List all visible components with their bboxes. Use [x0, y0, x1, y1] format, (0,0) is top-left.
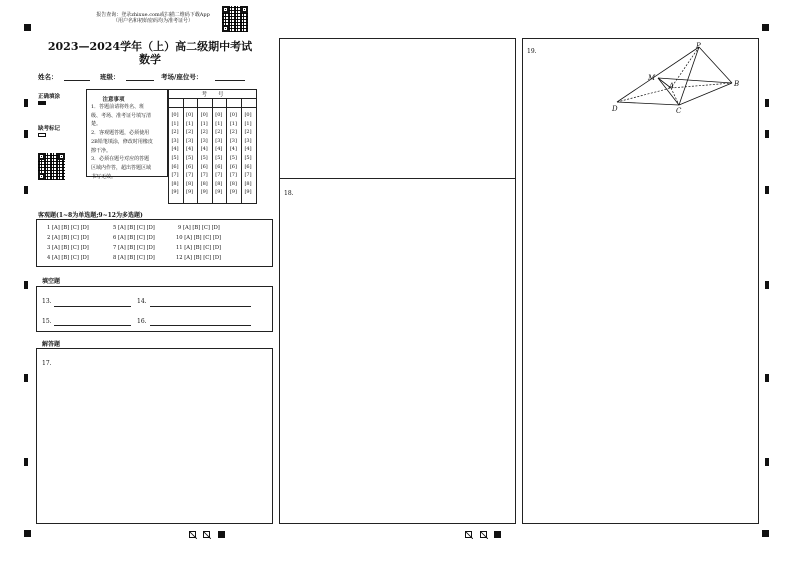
note-line: 2B铅笔填涂，修改时用橡皮 [91, 138, 153, 145]
exam-number-column-divider [212, 98, 213, 204]
note-line: 书写无效。 [91, 173, 117, 180]
exam-digit-bubble[interactable]: [3] [200, 137, 208, 144]
exam-digit-bubble[interactable]: [2] [244, 129, 252, 136]
exam-number-column-2 [185, 111, 194, 197]
exam-digit-bubble[interactable]: [0] [229, 112, 237, 118]
exam-digit-bubble[interactable]: [5] [171, 154, 179, 161]
exam-digit-bubble[interactable]: [5] [244, 154, 252, 161]
page-marker-hatched-1 [189, 531, 196, 538]
timing-mark-left-1 [24, 99, 28, 107]
exam-digit-bubble[interactable]: [9] [186, 189, 194, 196]
class-label: 班级： [100, 73, 120, 81]
objective-q10[interactable]: 10 [A] [B] [C] [D] [176, 235, 222, 241]
page-marker-hatched-3 [465, 531, 472, 538]
vertex-label-M: M [648, 74, 656, 82]
exam-digit-bubble[interactable]: [3] [171, 137, 179, 144]
exam-number-column-divider [183, 98, 184, 204]
edge-AB [671, 83, 732, 88]
edge-PD [617, 47, 699, 102]
exam-digit-bubble[interactable]: [3] [215, 137, 223, 144]
exam-digit-bubble[interactable]: [5] [200, 154, 208, 161]
answer-q19-label: 19. [527, 48, 537, 55]
exam-digit-bubble[interactable]: [7] [186, 172, 194, 179]
timing-mark-left-4 [24, 281, 28, 289]
exam-digit-bubble[interactable]: [6] [244, 163, 252, 170]
edge-DC [617, 102, 679, 105]
objective-q7[interactable]: 7 [A] [B] [C] [D] [113, 245, 155, 251]
fill-in-q15-line[interactable] [54, 325, 131, 326]
exam-digit-bubble[interactable]: [4] [200, 146, 208, 153]
exam-digit-bubble[interactable]: [7] [229, 172, 237, 179]
objective-q1[interactable]: 1 [A] [B] [C] [D] [47, 225, 89, 231]
exam-digit-bubble[interactable]: [1] [244, 120, 252, 127]
timing-mark-left-5 [24, 374, 28, 382]
exam-digit-bubble[interactable]: [1] [200, 120, 208, 127]
fill-in-section-title: 填空题 [42, 278, 61, 285]
exam-number-column-3 [200, 111, 209, 197]
fill-in-q14-line[interactable] [150, 306, 251, 307]
exam-digit-bubble[interactable]: [1] [171, 120, 179, 127]
fill-in-q13-label: 13. [42, 298, 52, 305]
objective-q9[interactable]: 9 [A] [B] [C] [D] [178, 225, 220, 231]
objective-section-title: 客观题(1~8为单选题;9~12为多选题) [38, 212, 143, 219]
vertex-label-C: C [676, 107, 682, 114]
edge-DA [617, 88, 671, 102]
correct-fill-label: 正确填涂 [38, 94, 61, 100]
exam-digit-bubble[interactable]: [8] [200, 180, 208, 187]
exam-number-column-divider [226, 98, 227, 204]
note-line: 擦干净。 [91, 147, 112, 154]
exam-number-column-6 [244, 111, 253, 197]
absent-mark-box[interactable] [38, 133, 46, 137]
report-notice-line-1: 报告查询：登录zhixue.com或扫描二维码下载App [96, 12, 210, 18]
exam-digit-bubble[interactable]: [5] [229, 154, 237, 161]
absent-mark-label: 缺考标记 [38, 126, 61, 132]
exam-digit-bubble[interactable]: [2] [171, 129, 179, 136]
exam-digit-bubble[interactable]: [3] [244, 137, 252, 144]
exam-number-column-divider [241, 98, 242, 204]
exam-digit-bubble[interactable]: [6] [215, 163, 223, 170]
objective-q4[interactable]: 4 [A] [B] [C] [D] [47, 255, 89, 261]
note-line: 级、考场、准考证号填写清 [91, 112, 152, 119]
timing-mark-right-3 [765, 186, 769, 194]
timing-mark-left-2 [24, 130, 28, 138]
exam-digit-bubble[interactable]: [8] [171, 180, 179, 187]
timing-mark-left-6 [24, 458, 28, 466]
answer-box-17[interactable] [36, 348, 273, 524]
exam-number-header: 考 号 [201, 92, 224, 98]
note-line: 楚。 [91, 121, 102, 128]
exam-digit-bubble[interactable]: [2] [200, 129, 208, 136]
page-marker-hatched-2 [203, 531, 210, 538]
exam-digit-bubble[interactable]: [1] [186, 120, 194, 127]
exam-digit-bubble[interactable]: [7] [171, 172, 179, 179]
exam-number-column-5 [229, 111, 238, 197]
objective-q3[interactable]: 3 [A] [B] [C] [D] [47, 245, 89, 251]
exam-digit-bubble[interactable]: [9] [244, 189, 252, 196]
fill-in-q16-line[interactable] [150, 325, 251, 326]
exam-digit-bubble[interactable]: [5] [215, 154, 223, 161]
exam-digit-bubble[interactable]: [9] [200, 189, 208, 196]
exam-digit-bubble[interactable]: [0] [244, 112, 252, 118]
exam-digit-bubble[interactable]: [1] [229, 120, 237, 127]
note-line: 2．客观题答题，必须使用 [91, 130, 150, 137]
correct-fill-sample [38, 101, 46, 105]
exam-digit-bubble[interactable]: [4] [186, 146, 194, 153]
exam-digit-bubble[interactable]: [9] [215, 189, 223, 196]
exam-digit-bubble[interactable]: [6] [229, 163, 237, 170]
edge-CB [679, 83, 732, 105]
exam-digit-bubble[interactable]: [5] [186, 154, 194, 161]
exam-digit-bubble[interactable]: [8] [244, 180, 252, 187]
fill-in-q14-label: 14. [137, 298, 147, 305]
exam-digit-bubble[interactable]: [6] [200, 163, 208, 170]
vertex-label-A: A [669, 82, 675, 90]
exam-digit-bubble[interactable]: [6] [186, 163, 194, 170]
exam-subject: 数学 [139, 53, 161, 66]
pyramid-figure [608, 42, 746, 114]
timing-mark-left-3 [24, 186, 28, 194]
exam-digit-bubble[interactable]: [7] [215, 172, 223, 179]
exam-digit-bubble[interactable]: [0] [186, 112, 194, 118]
edge-PB [699, 47, 732, 83]
answer-q17-label: 17. [42, 360, 52, 367]
vertex-label-P: P [696, 42, 701, 50]
note-line: 3．必须在题号对应的答题 [91, 156, 150, 163]
exam-digit-bubble[interactable]: [4] [229, 146, 237, 153]
timing-mark-right-2 [765, 130, 769, 138]
exam-digit-bubble[interactable]: [0] [215, 112, 223, 118]
timing-mark-right-4 [765, 281, 769, 289]
fill-in-q15-label: 15. [42, 318, 52, 325]
registration-mark-top-right [762, 24, 769, 31]
room-seat-label: 考场/座位号： [161, 73, 203, 81]
exam-digit-bubble[interactable]: [7] [244, 172, 252, 179]
page-marker-solid-2 [494, 531, 501, 538]
note-line: 1．答题前请将姓名、班 [91, 104, 145, 110]
exam-digit-bubble[interactable]: [4] [171, 146, 179, 153]
exam-number-column-4 [214, 111, 223, 197]
fill-in-q16-label: 16. [137, 318, 147, 325]
exam-digit-bubble[interactable]: [2] [186, 129, 194, 136]
exam-title: 2023—2024学年（上）高二级期中考试 [47, 40, 253, 53]
answer-q18-label: 18. [284, 190, 294, 197]
exam-digit-bubble[interactable]: [2] [229, 129, 237, 136]
exam-digit-bubble[interactable]: [8] [186, 180, 194, 187]
exam-digit-bubble[interactable]: [8] [215, 180, 223, 187]
page-marker-hatched-4 [480, 531, 487, 538]
fill-in-q13-line[interactable] [54, 306, 131, 307]
exam-digit-bubble[interactable]: [3] [186, 137, 194, 144]
exam-digit-bubble[interactable]: [0] [200, 112, 208, 118]
answer-box-upper-column-2[interactable] [279, 38, 516, 179]
vertex-label-B: B [734, 80, 740, 88]
exam-digit-bubble[interactable]: [0] [171, 112, 179, 118]
student-barcode-qr-icon [38, 153, 65, 180]
objective-q12[interactable]: 12 [A] [B] [C] [D] [176, 255, 222, 261]
objective-q11[interactable]: 11 [A] [B] [C] [D] [176, 245, 222, 251]
exam-digit-bubble[interactable]: [2] [215, 129, 223, 136]
note-line: 区域内作答，超出答题区域 [91, 164, 152, 171]
room-seat-field[interactable] [215, 80, 245, 81]
registration-mark-top-left [24, 24, 31, 31]
objective-q2[interactable]: 2 [A] [B] [C] [D] [47, 235, 89, 241]
exam-digit-bubble[interactable]: [9] [171, 189, 179, 196]
timing-mark-right-6 [765, 458, 769, 466]
timing-mark-right-5 [765, 374, 769, 382]
notes-body [91, 103, 165, 181]
report-notice-line-2: （用户名和初始密码均为准考证号） [112, 18, 193, 24]
notes-title: 注意事项 [102, 97, 125, 103]
exam-digit-bubble[interactable]: [9] [229, 189, 237, 196]
edge-PA [671, 47, 699, 88]
exam-digit-bubble[interactable]: [7] [200, 172, 208, 179]
page-marker-solid-1 [218, 531, 225, 538]
exam-digit-bubble[interactable]: [1] [215, 120, 223, 127]
class-field[interactable] [126, 80, 154, 81]
answer-box-18[interactable] [279, 178, 516, 524]
qr-code-icon [222, 6, 248, 32]
answer-section-title: 解答题 [42, 341, 61, 348]
vertex-label-D: D [612, 105, 618, 113]
objective-q6[interactable]: 6 [A] [B] [C] [D] [113, 235, 155, 241]
exam-digit-bubble[interactable]: [6] [171, 163, 179, 170]
exam-digit-bubble[interactable]: [4] [215, 146, 223, 153]
exam-number-column-divider [197, 98, 198, 204]
exam-number-column-1 [171, 111, 180, 197]
exam-digit-bubble[interactable]: [8] [229, 180, 237, 187]
exam-digit-bubble[interactable]: [4] [244, 146, 252, 153]
name-field[interactable] [64, 80, 90, 81]
exam-digit-bubble[interactable]: [3] [229, 137, 237, 144]
name-label: 姓名： [38, 73, 58, 81]
objective-q5[interactable]: 5 [A] [B] [C] [D] [113, 225, 155, 231]
objective-q8[interactable]: 8 [A] [B] [C] [D] [113, 255, 155, 261]
registration-mark-bottom-right [762, 530, 769, 537]
registration-mark-bottom-left [24, 530, 31, 537]
timing-mark-right-1 [765, 99, 769, 107]
edge-PC [679, 47, 699, 105]
